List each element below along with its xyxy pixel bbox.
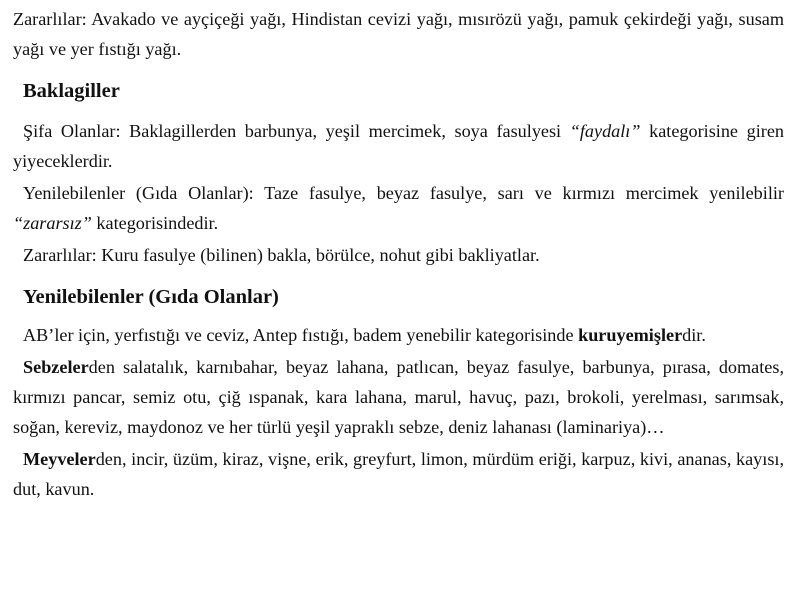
paragraph-harmful-oils: Zararlılar: Avakado ve ayçiçeği yağı, Hindistan cevizi yağı, mısırözü yağı, pamuk çekirdeği yağı, susam yağı ve yer fıstığı yağı. bbox=[13, 9, 784, 59]
text-segment: den salatalık, karnıbahar, beyaz lahana, patlıcan, beyaz fasulye, barbunya, pırasa, domates, kırmızı pancar, semiz otu, çiğ ıspanak, kara lahana, marul, havuç, pazı, brokoli, yerelması, sarımsak, soğan, kereviz, maydonoz ve her türlü yeşil yapraklı sebze, deniz lahanası (laminariya)… bbox=[13, 357, 784, 437]
paragraph-vegetables bbox=[13, 352, 784, 442]
text-segment: kategorisine giren yiyeceklerdir. bbox=[13, 121, 784, 171]
bold-kuruyemisler: kuruyemişler bbox=[578, 325, 683, 345]
emphasis-zararsiz: “zararsız” bbox=[13, 213, 92, 233]
paragraph-healing-legumes bbox=[13, 116, 784, 176]
bold-meyveler: Meyveler bbox=[23, 449, 96, 469]
bold-sebzeler: Sebzeler bbox=[23, 357, 89, 377]
text-segment: Yenilebilenler (Gıda Olanlar): Taze fasulye, beyaz fasulye, sarı ve kırmızı mercimek yenilebilir bbox=[23, 183, 784, 203]
heading-yenilebilenler: Yenilebilenler (Gıda Olanlar) bbox=[23, 286, 279, 308]
paragraph-nuts bbox=[13, 320, 784, 350]
text-segment: AB’ler için, yerfıstığı ve ceviz, Antep fıstığı, badem yenebilir kategorisinde bbox=[23, 325, 579, 345]
text-segment: kategorisindedir. bbox=[91, 213, 219, 233]
paragraph-fruits bbox=[13, 444, 784, 504]
paragraph-harmful-legumes: Zararlılar: Kuru fasulye (bilinen) bakla, börülce, nohut gibi bakliyatlar. bbox=[23, 245, 540, 265]
paragraph-edible-legumes bbox=[13, 178, 784, 238]
emphasis-faydali: “faydalı” bbox=[569, 121, 641, 141]
heading-baklagiller: Baklagiller bbox=[23, 80, 120, 102]
text-segment: dir. bbox=[682, 325, 706, 345]
text-segment: den, incir, üzüm, kiraz, vişne, erik, greyfurt, limon, mürdüm eriği, karpuz, kivi, ananas, kayısı, dut, kavun. bbox=[13, 449, 784, 499]
text-segment: Şifa Olanlar: Baklagillerden barbunya, yeşil mercimek, soya fasulyesi bbox=[23, 121, 570, 141]
